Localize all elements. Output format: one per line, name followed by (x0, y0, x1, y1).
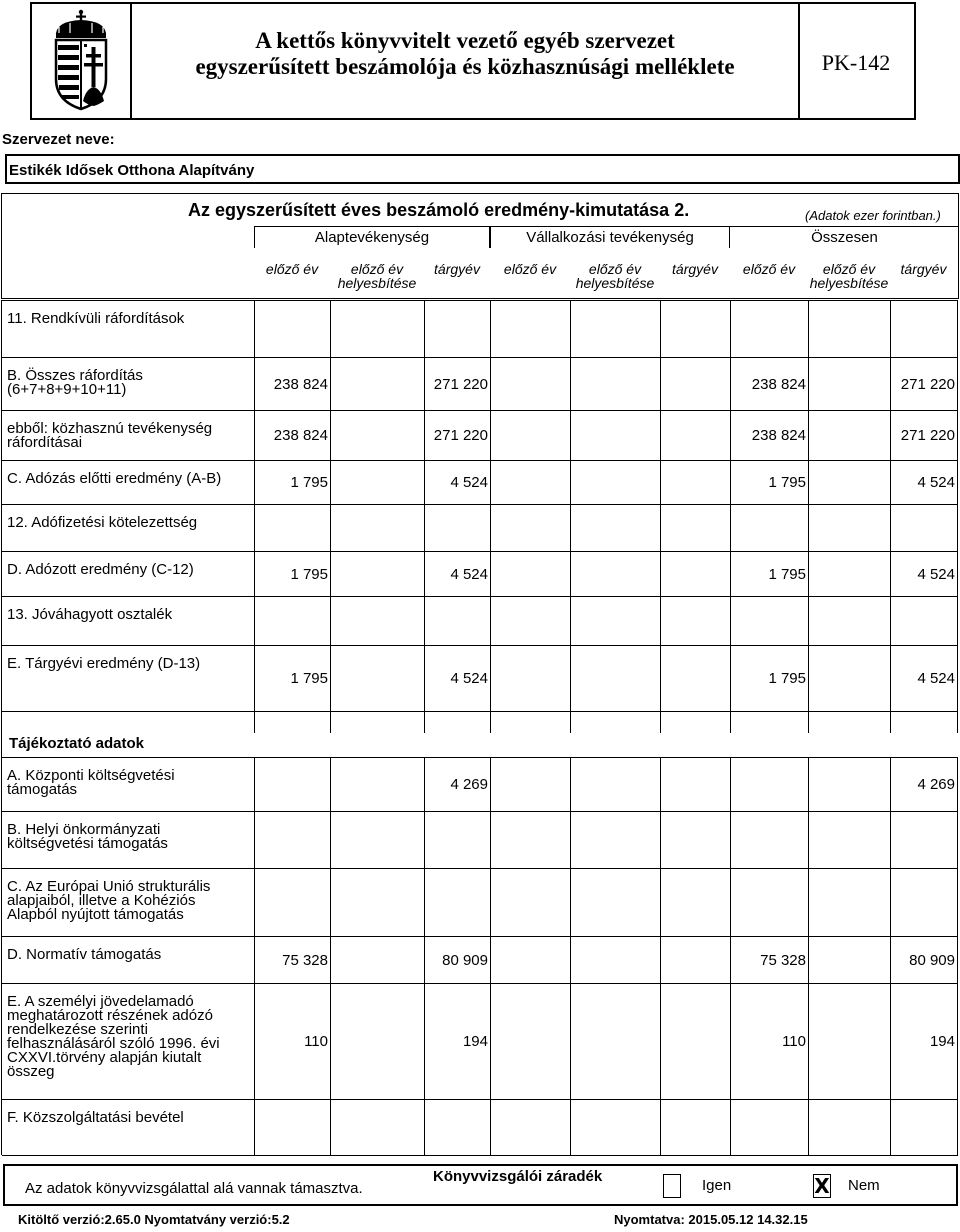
cell-divider (957, 357, 958, 410)
cell-divider (660, 811, 661, 868)
group-label-vallalkozasi: Vállalkozási tevékenység (526, 229, 694, 246)
cell-divider (957, 645, 958, 711)
col-header (808, 262, 890, 290)
crest-cell (32, 4, 132, 118)
cell-divider (808, 811, 809, 868)
cell-divider (808, 357, 809, 410)
audit-no-checkbox[interactable] (813, 1174, 831, 1198)
cell-divider (660, 711, 661, 733)
row-label-line: A. Központi költségvetési (7, 767, 175, 784)
row-label-line: B. Összes ráfordítás (7, 367, 143, 384)
cell-divider (330, 504, 331, 551)
row-label-line: B. Helyi önkormányzati (7, 821, 161, 838)
value-cell[interactable]: 4 524 (917, 566, 955, 583)
cell-divider (890, 1099, 891, 1155)
row-label (7, 995, 247, 1079)
cell-divider (490, 983, 491, 1099)
audit-yes-checkbox[interactable] (663, 1174, 681, 1198)
cell-divider (330, 300, 331, 357)
value-cell[interactable]: 4 269 (917, 776, 955, 793)
cell-divider (330, 460, 331, 504)
cell-divider (808, 757, 809, 811)
coat-of-arms-icon (46, 9, 116, 113)
col-header (490, 262, 570, 276)
cell-divider (570, 757, 571, 811)
footer-version: Kitöltő verzió:2.65.0 Nyomtatvány verzió:5.2 (18, 1212, 290, 1227)
cell-divider (730, 757, 731, 811)
cell-divider (570, 645, 571, 711)
cell-divider (660, 504, 661, 551)
value-cell[interactable]: 4 269 (450, 776, 488, 793)
cell-divider (808, 645, 809, 711)
cell-divider (330, 711, 331, 733)
row-divider (2, 711, 958, 712)
cell-divider (660, 460, 661, 504)
form-title-line1: A kettős könyvvitelt vezető egyéb szervezet (255, 28, 675, 53)
row-label-line: E. Tárgyévi eredmény (D-13) (7, 655, 201, 672)
row-label-line: C. Adózás előtti eredmény (A-B) (7, 470, 222, 487)
col-header-prev: előző év (742, 261, 796, 277)
col-header-corr-1: előző év (588, 261, 642, 277)
statement-title: Az egyszerűsített éves beszámoló eredmény-kimutatása 2. (188, 200, 690, 220)
value-cell[interactable]: 271 220 (900, 427, 955, 444)
cell-divider (570, 936, 571, 983)
info-section-title: Tájékoztató adatok (9, 735, 145, 752)
col-header (730, 262, 808, 276)
row-label-line: CXXVI.törvény alapján kiutalt (7, 1049, 202, 1066)
cell-divider (570, 711, 571, 733)
cell-divider (490, 300, 491, 357)
row-label-line: 12. Adófizetési kötelezettség (7, 514, 198, 531)
form-header (30, 2, 916, 120)
cell-divider (424, 811, 425, 868)
cell-divider (730, 868, 731, 936)
cell-divider (490, 936, 491, 983)
value-cell[interactable]: 4 524 (917, 474, 955, 491)
cell-divider (490, 645, 491, 711)
col-header-corr-1: előző év (350, 261, 404, 277)
cell-divider (570, 504, 571, 551)
row-label-line: D. Normatív támogatás (7, 946, 162, 963)
col-header (890, 262, 957, 276)
value-cell[interactable]: 75 328 (282, 952, 328, 969)
audit-no-check-mark: X (814, 1174, 830, 1198)
cell-divider (254, 811, 255, 868)
cell-divider (957, 551, 958, 596)
col-header-corr-2: helyesbítése (809, 275, 889, 291)
cell-divider (808, 596, 809, 645)
cell-divider (254, 868, 255, 936)
row-label-line: (6+7+8+9+10+11) (7, 381, 127, 398)
cell-divider (730, 1099, 731, 1155)
cell-divider (660, 936, 661, 983)
cell-divider (660, 868, 661, 936)
col-header-corr-2: helyesbítése (575, 275, 655, 291)
cell-divider (890, 504, 891, 551)
audit-yes-label: Igen (702, 1177, 732, 1194)
row-divider (2, 357, 958, 358)
form-title (132, 28, 798, 80)
row-label (7, 369, 247, 397)
value-cell[interactable]: 1 795 (768, 474, 806, 491)
group-header-osszesen (730, 226, 959, 248)
row-label-line: meghatározott részének adózó (7, 1007, 213, 1024)
value-cell[interactable]: 75 328 (760, 952, 806, 969)
cell-divider (490, 551, 491, 596)
cell-divider (424, 300, 425, 357)
cell-divider (808, 936, 809, 983)
row-divider (2, 757, 958, 758)
cell-divider (957, 1099, 958, 1155)
cell-divider (730, 711, 731, 733)
cell-divider (490, 868, 491, 936)
cell-divider (957, 300, 958, 357)
form-code-cell (798, 4, 914, 118)
footer-printed: Nyomtatva: 2015.05.12 14.32.15 (614, 1212, 808, 1227)
cell-divider (424, 596, 425, 645)
group-label-alap: Alaptevékenység (314, 229, 430, 246)
cell-divider (890, 868, 891, 936)
cell-divider (730, 300, 731, 357)
cell-divider (660, 410, 661, 460)
cell-divider (424, 1099, 425, 1155)
value-cell[interactable]: 1 795 (290, 566, 328, 583)
col-header-curr: tárgyév (434, 261, 480, 277)
cell-divider (957, 711, 958, 733)
row-label (7, 563, 247, 577)
cell-divider (808, 1099, 809, 1155)
cell-divider (570, 811, 571, 868)
cell-divider (660, 1099, 661, 1155)
row-label (7, 608, 247, 622)
audit-title: Könyvvizsgálói záradék (433, 1168, 603, 1185)
col-header (330, 262, 424, 290)
row-label-line: ráfordításai (7, 434, 83, 451)
row-label-line: támogatás (7, 781, 78, 798)
row-label-line: E. A személyi jövedelamadó (7, 993, 194, 1010)
row-label-line: 11. Rendkívüli ráfordítások (7, 310, 185, 327)
cell-divider (330, 645, 331, 711)
col-header-prev: előző év (265, 261, 319, 277)
group-header-alap (254, 226, 490, 248)
cell-divider (254, 300, 255, 357)
row-label-line: 13. Jóváhagyott osztalék (7, 606, 173, 623)
row-label-line: F. Közszolgáltatási bevétel (7, 1109, 184, 1126)
cell-divider (957, 460, 958, 504)
row-label-line: alapjaiból, illetve a Kohéziós (7, 892, 196, 909)
cell-divider (570, 300, 571, 357)
org-name-field[interactable] (5, 154, 960, 184)
cell-divider (330, 983, 331, 1099)
cell-divider (254, 504, 255, 551)
cell-divider (254, 596, 255, 645)
units-note: (Adatok ezer forintban.) (805, 208, 941, 223)
form-title-line2: egyszerűsített beszámolója és közhasznúsági melléklete (195, 54, 735, 79)
row-label-line: összeg (7, 1063, 55, 1080)
row-divider (2, 410, 958, 411)
row-divider (2, 460, 958, 461)
value-cell[interactable]: 238 824 (273, 427, 328, 444)
cell-divider (330, 757, 331, 811)
value-cell[interactable]: 110 (304, 1033, 328, 1050)
col-header (570, 262, 660, 290)
cell-divider (660, 645, 661, 711)
cell-divider (730, 811, 731, 868)
cell-divider (730, 504, 731, 551)
value-cell[interactable]: 271 220 (433, 427, 488, 444)
row-label (7, 312, 247, 326)
row-divider (2, 596, 958, 597)
org-name-label: Szervezet neve: (2, 131, 115, 148)
cell-divider (424, 504, 425, 551)
row-label-line: C. Az Európai Unió strukturális (7, 878, 211, 895)
cell-divider (254, 711, 255, 733)
value-cell[interactable]: 271 220 (900, 376, 955, 393)
cell-divider (330, 410, 331, 460)
cell-divider (254, 1099, 255, 1155)
cell-divider (808, 868, 809, 936)
cell-divider (330, 357, 331, 410)
table-left-border (1, 300, 2, 1155)
cell-divider (330, 868, 331, 936)
row-divider (2, 983, 958, 984)
form-code: PK-142 (821, 50, 891, 75)
value-cell[interactable]: 4 524 (917, 670, 955, 687)
col-header-corr-2: helyesbítése (337, 275, 417, 291)
audit-statement: Az adatok könyvvizsgálattal alá vannak támasztva. (25, 1180, 363, 1197)
row-divider (2, 936, 958, 937)
col-header-curr: tárgyév (672, 261, 718, 277)
col-header (254, 262, 330, 276)
value-cell[interactable]: 4 524 (450, 474, 488, 491)
table-bottom-border (2, 1155, 958, 1156)
cell-divider (890, 711, 891, 733)
cell-divider (490, 711, 491, 733)
row-divider (2, 811, 958, 812)
cell-divider (957, 983, 958, 1099)
cell-divider (808, 551, 809, 596)
row-divider (2, 868, 958, 869)
row-label (7, 657, 247, 671)
value-cell[interactable]: 271 220 (433, 376, 488, 393)
cell-divider (490, 410, 491, 460)
value-cell[interactable]: 1 795 (290, 474, 328, 491)
cell-divider (730, 596, 731, 645)
cell-divider (330, 596, 331, 645)
col-header-corr-1: előző év (822, 261, 876, 277)
cell-divider (330, 811, 331, 868)
cell-divider (490, 357, 491, 410)
cell-divider (570, 357, 571, 410)
row-divider (2, 300, 958, 301)
cell-divider (808, 983, 809, 1099)
row-label (7, 823, 247, 851)
row-label (7, 516, 247, 530)
cell-divider (808, 711, 809, 733)
col-header (660, 262, 730, 276)
cell-divider (808, 300, 809, 357)
cell-divider (330, 936, 331, 983)
cell-divider (570, 1099, 571, 1155)
col-header-prev: előző év (503, 261, 557, 277)
row-label-line: rendelkezése szerinti (7, 1021, 148, 1038)
cell-divider (490, 460, 491, 504)
cell-divider (660, 596, 661, 645)
value-cell[interactable]: 238 824 (751, 376, 806, 393)
value-cell[interactable]: 80 909 (909, 952, 955, 969)
cell-divider (490, 1099, 491, 1155)
value-cell[interactable]: 1 795 (768, 566, 806, 583)
cell-divider (570, 410, 571, 460)
row-divider (2, 504, 958, 505)
cell-divider (957, 410, 958, 460)
cell-divider (890, 811, 891, 868)
group-label-osszesen: Összesen (811, 229, 878, 246)
row-label-line: felhasználásáról szóló 1996. évi (7, 1035, 220, 1052)
col-header-curr: tárgyév (900, 261, 947, 277)
value-cell[interactable]: 238 824 (273, 376, 328, 393)
row-label (7, 948, 247, 962)
value-cell[interactable]: 80 909 (442, 952, 488, 969)
value-cell[interactable]: 1 795 (290, 670, 328, 687)
cell-divider (570, 983, 571, 1099)
cell-divider (570, 460, 571, 504)
row-label (7, 422, 247, 450)
cell-divider (660, 300, 661, 357)
cell-divider (424, 711, 425, 733)
row-label-line: Alapból nyújtott támogatás (7, 906, 184, 923)
cell-divider (890, 300, 891, 357)
cell-divider (660, 757, 661, 811)
cell-divider (570, 596, 571, 645)
row-divider (2, 1099, 958, 1100)
col-header (424, 262, 490, 276)
cell-divider (660, 551, 661, 596)
cell-divider (957, 868, 958, 936)
cell-divider (490, 811, 491, 868)
cell-divider (957, 936, 958, 983)
cell-divider (570, 551, 571, 596)
cell-divider (808, 410, 809, 460)
cell-divider (808, 460, 809, 504)
row-divider (2, 645, 958, 646)
row-divider (2, 551, 958, 552)
group-header-vallalkozasi (490, 226, 730, 248)
row-label-line: ebből: közhasznú tevékenység (7, 420, 213, 437)
value-cell[interactable]: 194 (462, 1033, 488, 1050)
row-label-line: D. Adózott eredmény (C-12) (7, 561, 194, 578)
row-label-line: költségvetési támogatás (7, 835, 168, 852)
cell-divider (957, 757, 958, 811)
row-label (7, 769, 247, 797)
cell-divider (957, 596, 958, 645)
cell-divider (808, 504, 809, 551)
row-label (7, 472, 247, 486)
cell-divider (490, 596, 491, 645)
cell-divider (660, 357, 661, 410)
cell-divider (570, 868, 571, 936)
cell-divider (957, 811, 958, 868)
cell-divider (254, 757, 255, 811)
row-label (7, 1111, 247, 1125)
cell-divider (490, 504, 491, 551)
cell-divider (957, 504, 958, 551)
cell-divider (330, 1099, 331, 1155)
cell-divider (890, 596, 891, 645)
org-name-value: Estikék Idősek Otthona Alapítvány (9, 162, 255, 179)
audit-clause-box (3, 1164, 958, 1206)
audit-no-label: Nem (848, 1177, 880, 1194)
cell-divider (424, 868, 425, 936)
row-label (7, 880, 247, 922)
cell-divider (490, 757, 491, 811)
value-cell[interactable]: 194 (929, 1033, 955, 1050)
cell-divider (330, 551, 331, 596)
value-cell[interactable]: 1 795 (768, 670, 806, 687)
value-cell[interactable]: 4 524 (450, 566, 488, 583)
cell-divider (660, 983, 661, 1099)
value-cell[interactable]: 110 (782, 1033, 806, 1050)
value-cell[interactable]: 238 824 (751, 427, 806, 444)
value-cell[interactable]: 4 524 (450, 670, 488, 687)
